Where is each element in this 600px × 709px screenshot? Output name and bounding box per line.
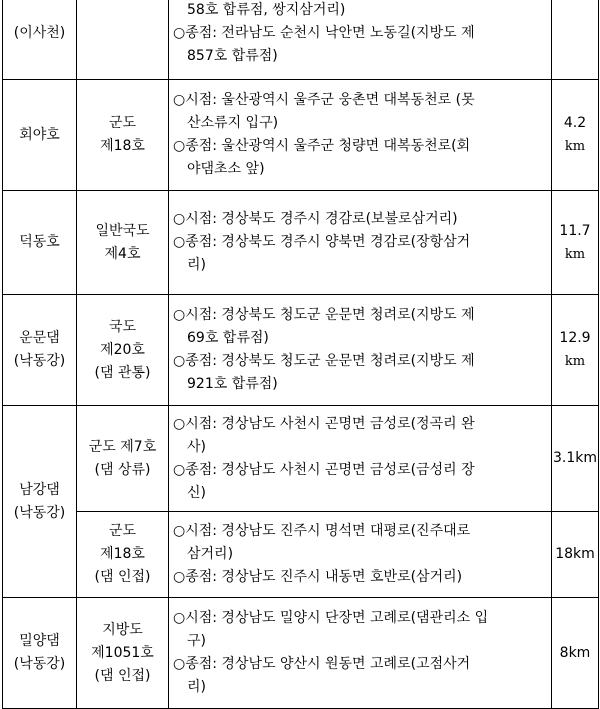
road-class-cell bbox=[77, 191, 169, 295]
table-row bbox=[3, 191, 599, 295]
length-value: 18km bbox=[555, 546, 595, 562]
length-cell bbox=[552, 295, 599, 406]
length-value: 3.1km bbox=[552, 450, 597, 466]
route-end-line: ○종점: 전라남도 순천시 낙안면 노동길(지방도 제 bbox=[173, 24, 475, 41]
route-start-line: 산소류지 입구) bbox=[187, 115, 279, 131]
route-cell bbox=[169, 80, 552, 191]
table-row bbox=[3, 80, 599, 191]
route-end-line: ○종점: 울산광역시 울주군 청량면 대복동천로(회 bbox=[173, 138, 471, 154]
length-unit: km bbox=[564, 246, 586, 262]
table-row bbox=[3, 295, 599, 406]
road-class-cell bbox=[77, 512, 169, 598]
road-note: (댐 상류) bbox=[94, 461, 151, 478]
road-note: (댐 인접) bbox=[94, 667, 151, 684]
reservoir-name-cell bbox=[3, 406, 77, 598]
road-class: 군도 bbox=[108, 115, 137, 131]
route-start-line: 58호 합류점, 쌍지삼거리) bbox=[187, 1, 346, 18]
length-cell bbox=[552, 80, 599, 191]
river-name: (낙동강) bbox=[13, 353, 66, 369]
road-class-cell bbox=[77, 598, 169, 709]
length-value: 12.9 bbox=[559, 330, 591, 346]
road-number: 제4호 bbox=[104, 245, 141, 262]
route-end-line: 신) bbox=[187, 484, 206, 501]
table-row bbox=[3, 0, 599, 80]
road-note: (댐 관통) bbox=[94, 364, 151, 381]
route-cell bbox=[169, 406, 552, 512]
route-end-line: 857호 합류점) bbox=[187, 47, 278, 64]
length-unit: km bbox=[564, 354, 586, 369]
road-class-cell bbox=[77, 295, 169, 406]
route-start-line: 구) bbox=[187, 633, 206, 649]
route-start-line: ○시점: 경상북도 경주시 경감로(보불로삼거리) bbox=[173, 211, 458, 227]
reservoir-name: 남강댐 bbox=[19, 481, 60, 498]
road-class: 국도 bbox=[108, 318, 137, 335]
route-end-line: 리) bbox=[187, 257, 206, 273]
reservoir-name-cell bbox=[3, 80, 77, 191]
river-name: (낙동강) bbox=[13, 504, 66, 521]
route-end-line: 리) bbox=[187, 679, 206, 695]
route-start-line: ○시점: 경상남도 밀양시 단장면 고례로(댐관리소 입 bbox=[173, 610, 489, 626]
route-end-line: 야댐초소 앞) bbox=[187, 161, 265, 177]
road-note: (댐 인접) bbox=[94, 569, 151, 585]
route-start-line: 69호 합류점) bbox=[187, 330, 269, 346]
road-class: 일반국도 bbox=[95, 222, 150, 239]
reservoir-name-cell bbox=[3, 295, 77, 406]
reservoir-name: 운문댐 bbox=[19, 330, 60, 346]
route-cell bbox=[169, 0, 552, 80]
road-class: 군도 제7호 bbox=[88, 438, 157, 455]
route-cell bbox=[169, 191, 552, 295]
length-cell bbox=[552, 191, 599, 295]
reservoir-name: 회야호 bbox=[19, 126, 60, 143]
route-cell bbox=[169, 598, 552, 709]
route-end-line: ○종점: 경상북도 경주시 양북면 경감로(장항삼거 bbox=[173, 234, 471, 250]
reservoir-name-cell bbox=[3, 598, 77, 709]
river-name: (낙동강) bbox=[13, 656, 66, 672]
route-start-line: ○시점: 경상북도 청도군 운문면 청려로(지방도 제 bbox=[173, 307, 475, 323]
road-class-cell bbox=[77, 80, 169, 191]
length-cell bbox=[552, 512, 599, 598]
route-start-line: ○시점: 경상남도 진주시 명석면 대평로(진주대로 bbox=[173, 523, 471, 539]
route-cell bbox=[169, 295, 552, 406]
length-value: 8km bbox=[559, 644, 591, 661]
road-class-cell bbox=[77, 0, 169, 80]
road-number: 제1051호 bbox=[91, 644, 154, 661]
length-cell bbox=[552, 598, 599, 709]
reservoir-name-cell bbox=[3, 0, 77, 80]
length-cell bbox=[552, 406, 599, 512]
length-unit: km bbox=[564, 139, 586, 154]
length-value: 11.7 bbox=[559, 222, 591, 239]
route-start-line: ○시점: 울산광역시 울주군 웅촌면 대복동천로 (못 bbox=[173, 92, 475, 108]
route-end-line: ○종점: 경상북도 청도군 운문면 청려로(지방도 제 bbox=[173, 353, 475, 369]
route-end-line: 921호 합류점) bbox=[187, 376, 278, 392]
route-end-line: ○종점: 경상남도 양산시 원동면 고례로(고점사거 bbox=[173, 656, 471, 672]
road-class-cell bbox=[77, 406, 169, 512]
table-row bbox=[3, 512, 599, 598]
route-cell bbox=[169, 512, 552, 598]
road-class: 군도 bbox=[108, 523, 137, 539]
route-end-line: ○종점: 경상남도 사천시 곤명면 금성로(금성리 장 bbox=[173, 461, 475, 478]
road-number: 제20호 bbox=[100, 341, 145, 358]
reservoir-name-cell bbox=[3, 191, 77, 295]
road-class: 지방도 bbox=[102, 621, 143, 638]
reservoir-name: (이사천) bbox=[13, 24, 66, 41]
road-designation-table bbox=[2, 0, 599, 709]
length-value: 4.2 bbox=[563, 115, 587, 131]
road-number: 제18호 bbox=[100, 546, 145, 562]
length-cell bbox=[552, 0, 599, 80]
route-start-line: 삼거리) bbox=[187, 546, 234, 562]
table-row bbox=[3, 598, 599, 709]
route-end-line: ○종점: 경상남도 진주시 내동면 호반로(삼거리) bbox=[173, 569, 463, 585]
reservoir-name: 밀양댐 bbox=[19, 633, 60, 649]
reservoir-name: 덕동호 bbox=[19, 234, 60, 250]
table-row bbox=[3, 406, 599, 512]
route-start-line: ○시점: 경상남도 사천시 곤명면 금성로(정곡리 완 bbox=[173, 415, 475, 432]
route-start-line: 사) bbox=[187, 438, 206, 455]
road-number: 제18호 bbox=[100, 138, 145, 154]
